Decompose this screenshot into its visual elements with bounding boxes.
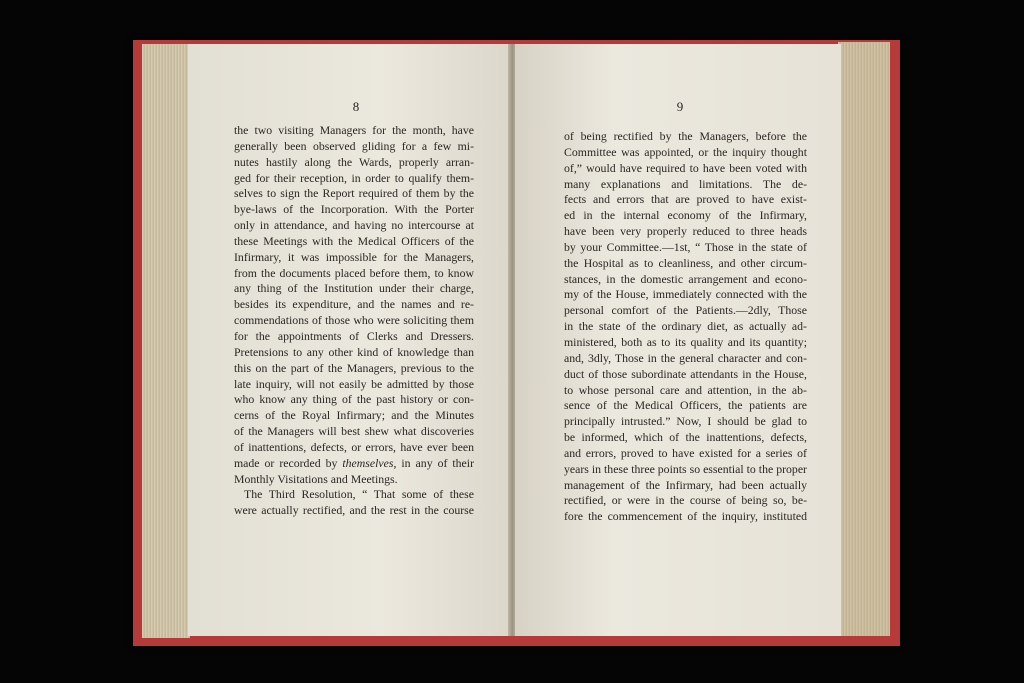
text-line: management of the Infirmary, had been actually: [564, 477, 807, 492]
left-page: [188, 44, 510, 636]
text-line: of,” would have required to have been voted with: [564, 160, 807, 175]
text-line: ed in the internal economy of the Infirmary,: [564, 208, 807, 223]
text-line: who know any thing of the past history or con-: [234, 392, 474, 407]
text-line: commendations of those who were soliciting them: [234, 313, 474, 328]
text-line: nutes hastily along the Wards, properly arran-: [234, 154, 474, 169]
text-line: sence of the Medical Officers, the patients are: [564, 398, 807, 413]
text-fragment: , in any of their: [393, 455, 474, 470]
page-number: 8: [352, 99, 360, 114]
text-line: principally intrusted.” Now, I should be glad to: [564, 414, 807, 429]
text-line: generally been observed gliding for a few mi-: [234, 138, 474, 153]
text-line: to whose personal care and attention, in the ab-: [564, 382, 807, 397]
text-line: bye-laws of the Incorporation. With the Porter: [234, 202, 474, 217]
text-line: only in attendance, and having no intercourse at: [234, 218, 474, 233]
text-line: for the appointments of Clerks and Dressers.: [234, 328, 474, 343]
text-line: of inattentions, defects, or errors, have ever been: [234, 439, 474, 454]
text-line: any thing of the Institution under their charge,: [234, 281, 474, 296]
text-line: by your Committee.—1st, “ Those in the state of: [564, 239, 807, 254]
text-line: late inquiry, will not easily be admitted by those: [234, 376, 474, 391]
text-line: Committee was appointed, or the inquiry thought: [564, 144, 807, 159]
text-line: besides its expenditure, and the names and re-: [234, 297, 474, 312]
text-line: fects and errors that are proved to have exist-: [564, 192, 807, 207]
text-line: The Third Resolution, “ That some of these: [244, 487, 474, 502]
page-text: [234, 123, 474, 519]
text-line: cerns of the Royal Infirmary; and the Minutes: [234, 408, 474, 423]
text-line: many explanations and limitations. The de-: [564, 176, 807, 191]
text-line: ged for their reception, in order to qualify them-: [234, 170, 474, 185]
text-line: this on the part of the Managers, previous to the: [234, 360, 474, 375]
text-line: rectified, or were in the course of being so, be-: [564, 493, 807, 508]
text-line: were actually rectified, and the rest in the course: [234, 503, 474, 518]
text-line: Infirmary, it was impossible for the Managers,: [234, 249, 474, 264]
text-line: be informed, which of the inattentions, defects,: [564, 430, 807, 445]
text-line: personal comfort of the Patients.—2dly, Those: [564, 303, 807, 318]
text-line: stances, in the domestic arrangement and econo-: [564, 271, 807, 286]
text-line: have been very properly reduced to three heads: [564, 224, 807, 239]
text-line: from the documents placed before them, to know: [234, 265, 474, 280]
text-line: and errors, proved to have existed for a series of: [564, 445, 807, 460]
text-line: Pretensions to any other kind of knowledge than: [234, 344, 474, 359]
page-text: [564, 129, 807, 525]
right-page: [515, 44, 841, 636]
text-line: these Meetings with the Medical Officers of the: [234, 233, 474, 248]
text-line: duct of those subordinate attendants in the House,: [564, 366, 807, 381]
page-edges-left: [142, 44, 190, 638]
text-fragment: made or recorded by: [234, 455, 338, 470]
italic-word: themselves: [342, 455, 394, 470]
text-line: of the Managers will best shew what discoveries: [234, 424, 474, 439]
text-line: in the state of the ordinary diet, as actually ad-: [564, 319, 807, 334]
text-line: Monthly Visitations and Meetings.: [234, 471, 398, 486]
text-line: of being rectified by the Managers, before the: [564, 129, 807, 143]
text-line: fore the commencement of the inquiry, instituted: [564, 509, 807, 524]
text-line-mixed: [234, 456, 474, 472]
text-line: the two visiting Managers for the month, have: [234, 123, 474, 137]
page-number: 9: [676, 99, 684, 114]
text-line: and, 3dly, Those in the general character and con-: [564, 350, 807, 365]
text-line: ministered, both as to its quality and its quantity;: [564, 334, 807, 349]
text-line: my of the House, immediately connected with the: [564, 287, 807, 302]
page-edges-right: [838, 42, 890, 636]
text-line: the Hospital as to cleanliness, and other circum-: [564, 255, 807, 270]
text-line: selves to sign the Report required of them by the: [234, 186, 474, 201]
text-line: years in these three points so essential to the proper: [564, 461, 807, 476]
